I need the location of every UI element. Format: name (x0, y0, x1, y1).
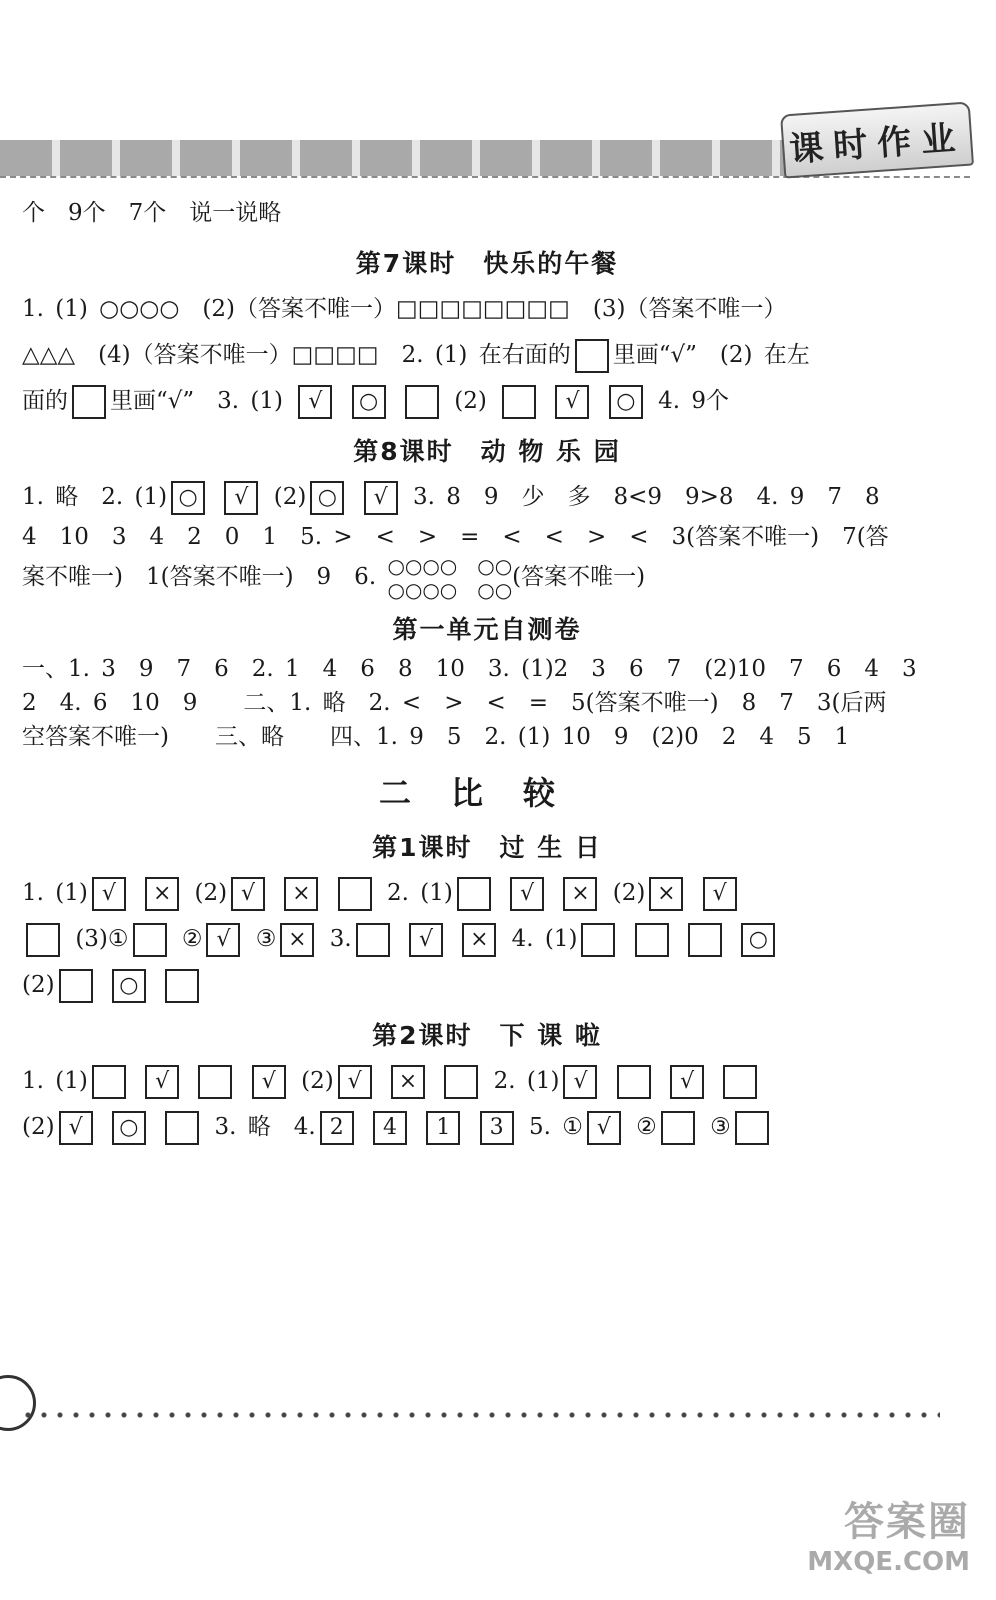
chapter-title: 二比较 (378, 774, 595, 812)
answer-box (26, 923, 60, 957)
answer-text: 案不唯一) 1(答案不唯一) 9 6. (22, 564, 377, 590)
answer-box (405, 385, 439, 419)
answer-box-check: √ (409, 923, 443, 957)
answer-text: ② (181, 926, 203, 952)
answer-box (59, 969, 93, 1003)
answer-line (22, 474, 952, 520)
answer-text: 3. 略 4. (214, 1114, 316, 1140)
circle-row: ○○○○ ○○ (387, 578, 513, 602)
answer-text: 4. 9个 (658, 388, 729, 414)
answer-text: (2) (454, 388, 487, 414)
answer-box-circle: ○ (352, 385, 386, 419)
answer-text: 2. (1) (387, 880, 453, 906)
answer-box (581, 923, 615, 957)
answer-box (723, 1065, 757, 1099)
answer-box-number: 4 (373, 1111, 407, 1145)
answer-box-circle: ○ (310, 481, 344, 515)
answer-text: (2) (273, 484, 307, 510)
header-band (0, 140, 790, 176)
answer-box-circle: ○ (741, 923, 775, 957)
answer-line: 一、1. 3 9 7 6 2. 1 4 6 8 10 3. (1)2 3 6 7 (2)10 7 6 4 3 (22, 656, 917, 682)
answer-line: 个 9个 7个 说一说略 (22, 200, 282, 226)
answer-line (22, 1058, 952, 1104)
answer-box-cross: × (462, 923, 496, 957)
answer-box-cross: × (563, 877, 597, 911)
answer-text: △△△ (4)（答案不唯一）□□□□ 2. (1) 在右面的 (22, 342, 571, 368)
header-divider (0, 176, 970, 178)
answer-box-check: √ (298, 385, 332, 419)
answer-line: 4 10 3 4 2 0 1 5. > < > = < < > < 3(答案不唯一) 7(答 (22, 524, 889, 550)
answer-box (338, 877, 372, 911)
header-tag: 课时作业 (780, 101, 974, 178)
answer-box (688, 923, 722, 957)
answer-text: (3)① (75, 926, 129, 952)
answer-text: 面的 (22, 388, 68, 414)
answer-box-check: √ (510, 877, 544, 911)
answer-box-check: √ (670, 1065, 704, 1099)
answer-line (22, 378, 952, 424)
answer-text: 1. (1) (22, 1068, 88, 1094)
answer-text: 1. (1) (22, 880, 88, 906)
answer-box-check: √ (364, 481, 398, 515)
answer-line (22, 916, 952, 962)
answer-text: 1. 略 2. (1) (22, 484, 168, 510)
answer-line (22, 1104, 952, 1150)
answer-content (22, 190, 952, 1150)
footer-ornament (0, 1375, 36, 1431)
answer-text: 5. ① (528, 1114, 583, 1140)
answer-text: (答案不唯一) (512, 564, 646, 590)
answer-box-check: √ (224, 481, 258, 515)
answer-box-check: √ (92, 877, 126, 911)
answer-box-number: 3 (480, 1111, 514, 1145)
answer-box (617, 1065, 651, 1099)
circle-figure (387, 554, 512, 602)
answer-box (165, 1111, 199, 1145)
answer-line: 空答案不唯一) 三、略 四、1. 9 5 2. (1) 10 9 (2)0 2 4 5 1 (22, 724, 850, 750)
answer-box (575, 339, 609, 373)
answer-line (22, 332, 952, 378)
answer-box-check: √ (145, 1065, 179, 1099)
answer-box (457, 877, 491, 911)
answer-text: (2) (22, 1114, 55, 1140)
answer-box-check: √ (338, 1065, 372, 1099)
site-watermark (800, 1490, 970, 1590)
answer-box-check: √ (252, 1065, 286, 1099)
answer-text: 里画“√” (2) 在左 (612, 342, 810, 368)
answer-line (22, 554, 952, 602)
circle-row: ○○○○ ○○ (387, 554, 513, 578)
lesson-heading: 第8课时 动 物 乐 园 (353, 437, 621, 466)
answer-box (133, 923, 167, 957)
answer-line: 1. (1) ○○○○ (2)（答案不唯一）□□□□□□□□ (3)（答案不唯一） (22, 296, 787, 322)
lesson-heading: 第1课时 过 生 日 (372, 833, 602, 862)
answer-box-circle: ○ (112, 1111, 146, 1145)
answer-text: (2) (301, 1068, 334, 1094)
answer-box-check: √ (563, 1065, 597, 1099)
answer-box-cross: × (145, 877, 179, 911)
answer-box-check: √ (206, 923, 240, 957)
answer-box-number: 1 (426, 1111, 460, 1145)
answer-box-circle: ○ (609, 385, 643, 419)
answer-text: 4. (1) (511, 926, 578, 952)
answer-text: ③ (710, 1114, 731, 1140)
watermark-url: MXQE.COM (807, 1547, 970, 1577)
watermark-logo-text: 答案圈 (844, 1499, 970, 1545)
answer-box (661, 1111, 695, 1145)
answer-line (22, 870, 952, 916)
lesson-heading: 第7课时 快乐的午餐 (355, 249, 619, 278)
answer-box-check: √ (59, 1111, 93, 1145)
answer-line (22, 962, 952, 1008)
answer-box-check: √ (703, 877, 737, 911)
answer-box-cross: × (280, 923, 314, 957)
lesson-heading: 第2课时 下 课 啦 (372, 1021, 602, 1050)
answer-box-number: 2 (320, 1111, 354, 1145)
answer-box-circle: ○ (112, 969, 146, 1003)
answer-box-check: √ (587, 1111, 621, 1145)
answer-box-cross: × (284, 877, 318, 911)
answer-text: 2. (1) (493, 1068, 560, 1094)
answer-box-cross: × (391, 1065, 425, 1099)
answer-box (356, 923, 390, 957)
answer-text: 里画“√” 3. (1) (110, 388, 284, 414)
answer-text: 3. (329, 926, 352, 952)
answer-text: ③ (255, 926, 277, 952)
answer-text: (2) (612, 880, 646, 906)
answer-box (635, 923, 669, 957)
answer-box (444, 1065, 478, 1099)
answer-box (165, 969, 199, 1003)
answer-box (92, 1065, 126, 1099)
answer-box (72, 385, 106, 419)
answer-text: ② (636, 1114, 657, 1140)
footer-dotted-border (20, 1408, 940, 1422)
answer-line: 2 4. 6 10 9 二、1. 略 2. < > < = 5(答案不唯一) 8 7 3(后两 (22, 690, 887, 716)
answer-box-cross: × (649, 877, 683, 911)
answer-box-check: √ (231, 877, 265, 911)
answer-text: (2) (194, 880, 228, 906)
answer-box-check: √ (555, 385, 589, 419)
unit-test-heading: 第一单元自测卷 (392, 615, 582, 644)
answer-text: (2) (22, 972, 55, 998)
answer-box-circle: ○ (171, 481, 205, 515)
answer-text: 3. 8 9 少 多 8<9 9>8 4. 9 7 8 (412, 484, 880, 510)
answer-box (735, 1111, 769, 1145)
answer-box (502, 385, 536, 419)
answer-box (198, 1065, 232, 1099)
